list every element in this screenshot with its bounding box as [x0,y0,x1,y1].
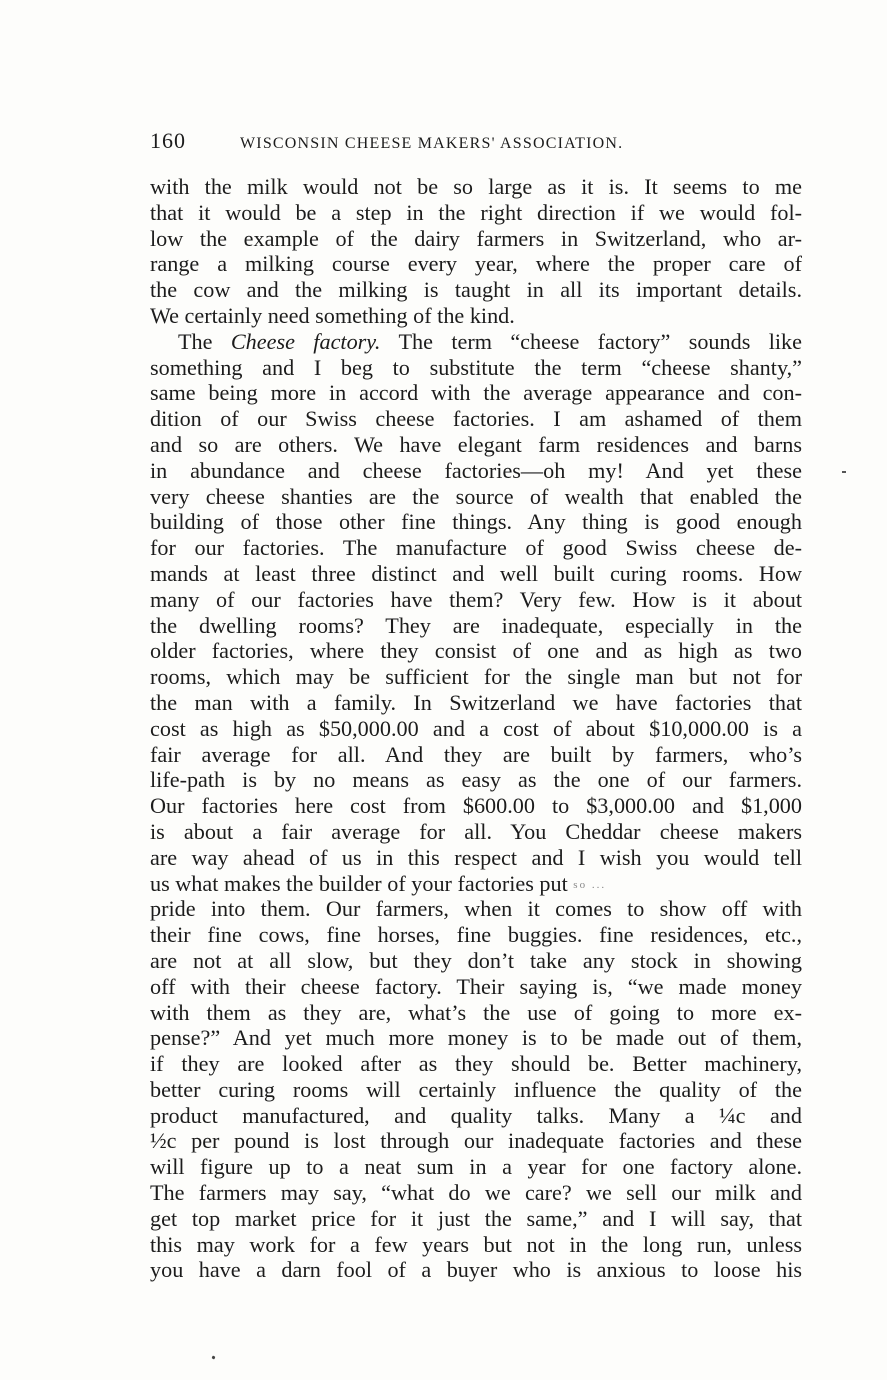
illegible-tail: so ... [573,878,607,891]
text-line: cost as high as $50,000.00 and a cost of about $10,000.00 is a [150,715,802,741]
text-line: dition of our Swiss cheese factories. I am ashamed of them [150,406,802,432]
text-line: many of our factories have them? Very few. How is it about [150,586,802,612]
text-line: rooms, which may be sufficient for the single man but not for [150,664,802,690]
text-line: We certainly need something of the kind. [150,302,515,328]
text-line: in abundance and cheese factories—oh my! And yet these [150,457,802,483]
text-line: building of those other fine things. Any thing is good enough [150,509,802,535]
text-line: pride into them. Our farmers, when it comes to show off with [150,896,802,922]
text-line: this may work for a few years but not in the long run, unless [150,1231,802,1257]
text-line: range a milking course every year, where the proper care of [150,251,802,277]
text-line: low the example of the dairy farmers in Switzerland, who ar- [150,225,802,251]
text-line: product manufactured, and quality talks. Many a ¼c and [150,1102,802,1128]
body-text [150,174,802,1283]
page-number: 160 [150,128,186,153]
text-line: are way ahead of us in this respect and I wish you would tell [150,844,802,870]
text-line: mands at least three distinct and well built curing rooms. How [150,560,802,586]
text-line: ½c per pound is lost through our inadequate factories and these [150,1128,802,1154]
running-head [150,128,810,158]
broken-line-text: us what makes the builder of your factories put [150,870,568,896]
text-line: the dwelling rooms? They are inadequate, especially in the [150,612,802,638]
text-line: pense?” And yet much more money is to be made out of them, [150,1025,802,1051]
text-line [150,329,802,355]
text-line: the man with a family. In Switzerland we have factories that [150,689,802,715]
line-rest: The term “cheese factory” sounds like [398,328,802,354]
text-line: same being more in accord with the average appearance and con- [150,380,802,406]
italic-heading: Cheese factory. [230,328,381,354]
line-lead: The [178,328,213,354]
text-line: get top market price for it just the same,” and I will say, that [150,1205,802,1231]
text-line: older factories, where they consist of one and as high as two [150,638,802,664]
ink-speck [212,1356,216,1360]
text-line: something and I beg to substitute the term “cheese shanty,” [150,354,802,380]
margin-mark [842,471,846,473]
text-line: life-path is by no means as easy as the one of our farmers. [150,767,802,793]
text-line: is about a fair average for all. You Cheddar cheese makers [150,818,802,844]
text-line: the cow and the milking is taught in all its important details. [150,277,802,303]
text-line: are not at all slow, but they don’t take any stock in showing [150,947,802,973]
text-line-broken [150,871,802,897]
running-title: WISCONSIN CHEESE MAKERS' ASSOCIATION. [240,135,624,152]
text-line: and so are others. We have elegant farm residences and barns [150,431,802,457]
text-line: very cheese shanties are the source of wealth that enabled the [150,483,802,509]
text-line: better curing rooms will certainly influence the quality of the [150,1076,802,1102]
text-line: that it would be a step in the right direction if we would fol- [150,199,802,225]
text-line: will figure up to a neat sum in a year for one factory alone. [150,1154,802,1180]
text-line: Our factories here cost from $600.00 to $3,000.00 and $1,000 [150,793,802,819]
text-line: if they are looked after as they should be. Better machinery, [150,1051,802,1077]
text-line: fair average for all. And they are built by farmers, who’s [150,741,802,767]
text-line: off with their cheese factory. Their saying is, “we made money [150,973,802,999]
text-line: The farmers may say, “what do we care? we sell our milk and [150,1180,802,1206]
text-line: their fine cows, fine horses, fine buggies. fine residences, etc., [150,922,802,948]
text-line: you have a darn fool of a buyer who is anxious to loose his [150,1257,802,1283]
text-line: with the milk would not be so large as it is. It seems to me [150,174,802,199]
text-line: with them as they are, what’s the use of going to more ex- [150,999,802,1025]
text-line: for our factories. The manufacture of good Swiss cheese de- [150,535,802,561]
